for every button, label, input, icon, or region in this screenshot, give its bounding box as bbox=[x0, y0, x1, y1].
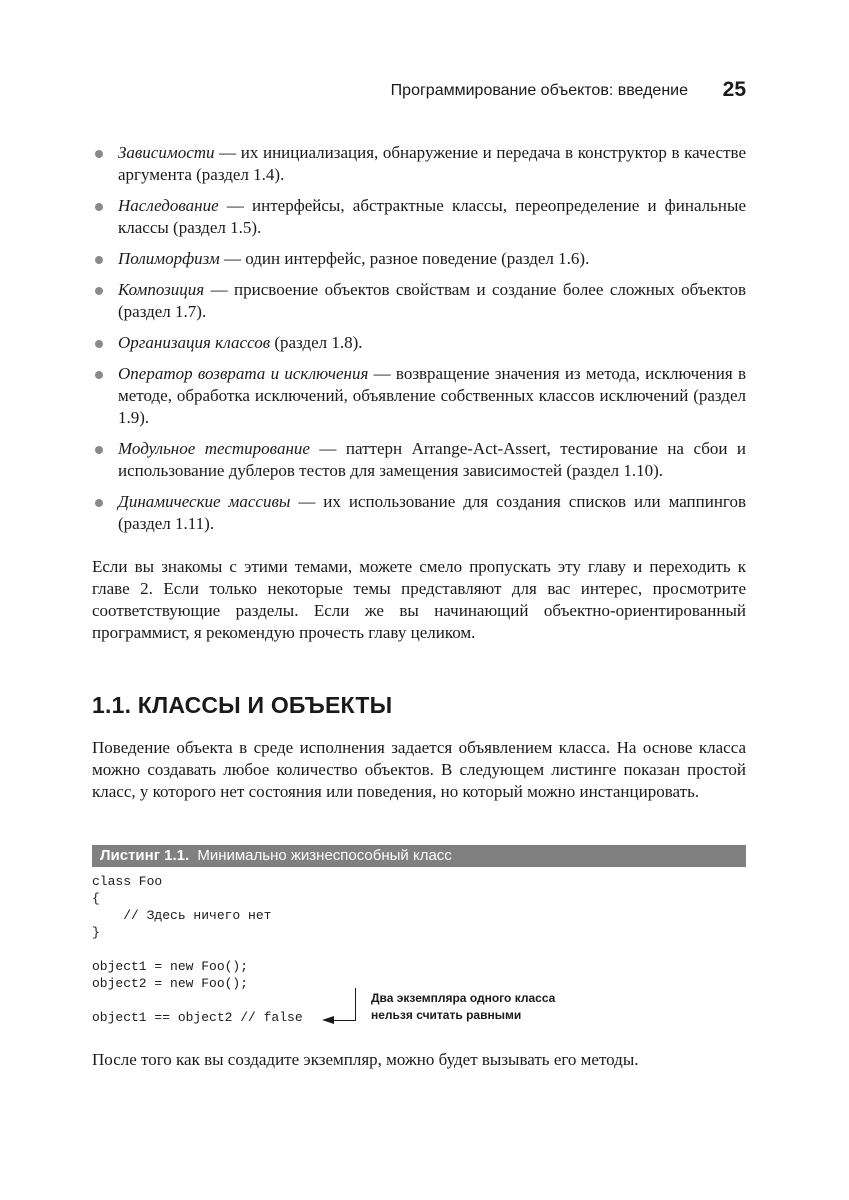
section-heading: 1.1. КЛАССЫ И ОБЪЕКТЫ bbox=[92, 692, 393, 718]
topic-item bbox=[92, 332, 746, 354]
topic-item bbox=[92, 363, 746, 429]
topic-term: Динамические массивы bbox=[118, 492, 291, 511]
topic-item bbox=[92, 142, 746, 186]
topic-text: (раздел 1.8). bbox=[270, 333, 363, 352]
topic-term: Организация классов bbox=[118, 333, 271, 352]
topic-item bbox=[92, 438, 746, 482]
topic-text: — возвращение значения из метода, исключения в методе, обработка исключений, объявление собственных классов исключений (раздел 1.9). bbox=[118, 364, 746, 427]
running-header bbox=[92, 78, 746, 106]
topic-term: Зависимости bbox=[118, 143, 215, 162]
bullet-icon bbox=[95, 150, 103, 158]
page-number: 25 bbox=[722, 78, 746, 101]
topic-term: Оператор возврата и исключения bbox=[118, 364, 369, 383]
bullet-icon bbox=[95, 446, 103, 454]
closing-paragraph: После того как вы создадите экземпляр, можно будет вызывать его методы. bbox=[92, 1050, 639, 1069]
topic-text: — присвоение объектов свойствам и создание более сложных объектов (раздел 1.7). bbox=[118, 280, 746, 321]
bullet-icon bbox=[95, 287, 103, 295]
topic-term: Наследование bbox=[118, 196, 219, 215]
topic-term: Полиморфизм bbox=[118, 249, 220, 268]
topics-list bbox=[92, 142, 746, 544]
topic-item bbox=[92, 248, 746, 270]
section-paragraph: Поведение объекта в среде исполнения задается объявлением класса. На основе класса можно создавать любое количество объектов. В следующем листинге показан простой класс, у которого нет состояния или поведения, но который можно инстанцировать. bbox=[92, 738, 746, 801]
running-header-title: Программирование объектов: введение bbox=[390, 82, 688, 99]
bullet-icon bbox=[95, 340, 103, 348]
topic-text: — паттерн Arrange-Act-Assert, тестирование на сбои и использование дублеров тестов для замещения зависимостей (раздел 1.10). bbox=[118, 439, 747, 480]
listing-caption: Минимально жизнеспособный класс bbox=[197, 847, 452, 864]
code-annotation bbox=[371, 990, 571, 1024]
topic-text: — их инициализация, обнаружение и передача в конструктор в качестве аргумента (раздел 1.4). bbox=[118, 143, 746, 184]
topic-term: Модульное тестирование bbox=[118, 439, 310, 458]
bullet-icon bbox=[95, 499, 103, 507]
topic-item bbox=[92, 195, 746, 239]
code-annotation-line: нельзя считать равными bbox=[371, 1008, 522, 1022]
annotation-connector bbox=[355, 988, 356, 1020]
listing-title-bar bbox=[92, 845, 746, 867]
topic-text: — интерфейсы, абстрактные классы, переопределение и финальные классы (раздел 1.5). bbox=[118, 196, 746, 237]
annotation-connector-horizontal bbox=[334, 1020, 356, 1021]
arrow-left-icon bbox=[322, 1016, 334, 1024]
topic-text: — их использование для создания списков или маппингов (раздел 1.11). bbox=[118, 492, 747, 533]
listing-label: Листинг 1.1. bbox=[100, 847, 190, 864]
topic-item bbox=[92, 279, 746, 323]
topic-item bbox=[92, 491, 746, 535]
intro-paragraph: Если вы знакомы с этими темами, можете смело пропускать эту главу и переходить к главе 2. Если только некоторые темы представляют для вас интерес, просмотрите соответствующие разделы. Если же вы начинающий объектно-ориентированный программист, я рекомендую прочесть главу целиком. bbox=[92, 557, 746, 642]
code-annotation-line: Два экземпляра одного класса bbox=[371, 991, 556, 1005]
topic-term: Композиция bbox=[118, 280, 205, 299]
bullet-icon bbox=[95, 203, 103, 211]
bullet-icon bbox=[95, 256, 103, 264]
bullet-icon bbox=[95, 371, 103, 379]
code-listing: class Foo { // Здесь ничего нет } object1 = new Foo(); object2 = new Foo(); object1 == object2 // false bbox=[92, 874, 303, 1025]
topic-text: — один интерфейс, разное поведение (раздел 1.6). bbox=[219, 249, 590, 268]
